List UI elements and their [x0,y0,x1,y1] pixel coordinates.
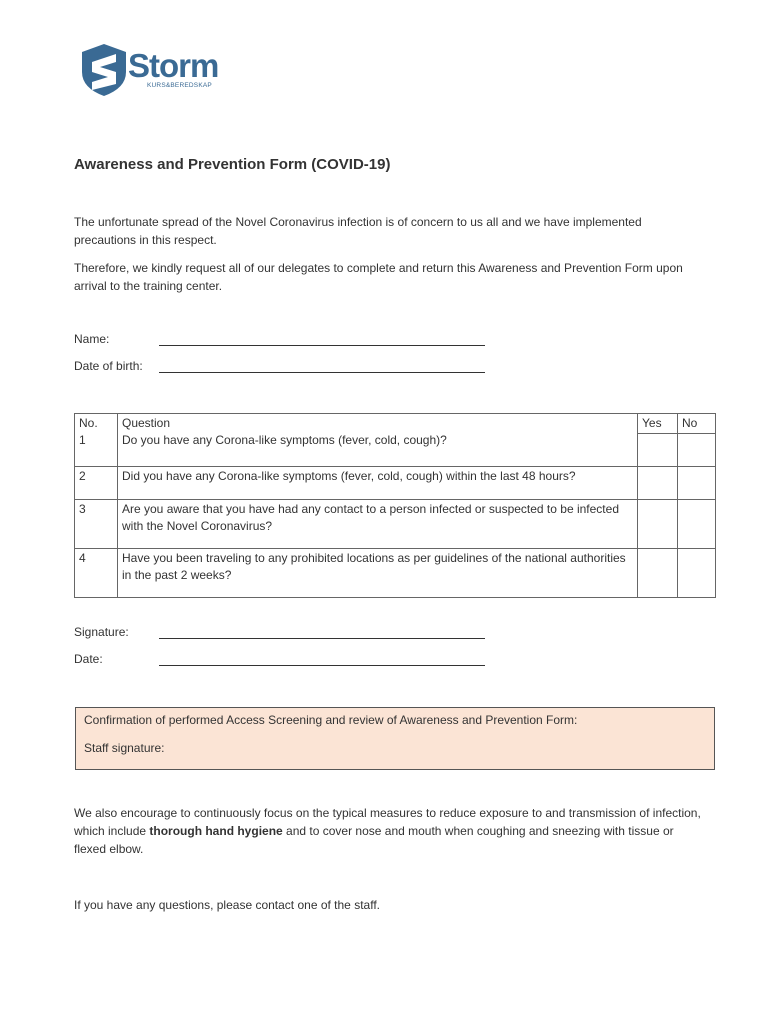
row-4-question: Have you been traveling to any prohibited locations as per guidelines of the national authorities in the past 2 weeks? [118,549,638,598]
form-title: Awareness and Prevention Form (COVID-19) [74,156,391,173]
header-question-label: Question [122,416,171,430]
confirmation-text: Confirmation of performed Access Screening and review of Awareness and Prevention Form: [84,713,578,727]
header-yes-label: Yes [638,414,677,434]
row-4-no-cell[interactable] [678,549,716,598]
closing-paragraph [74,804,704,858]
table-row [75,467,716,500]
logo-subtitle: KURS&BEREDSKAP [147,82,212,89]
intro-paragraph-1: The unfortunate spread of the Novel Coronavirus infection is of concern to us all and we have implemented precautions in this respect. [74,215,642,247]
row-3-yes-cell[interactable] [638,500,678,549]
row-2-question: Did you have any Corona-like symptoms (fever, cold, cough) within the last 48 hours? [118,467,638,500]
row-1-question: Do you have any Corona-like symptoms (fever, cold, cough)? [122,433,447,447]
intro-paragraph-2: Therefore, we kindly request all of our delegates to complete and return this Awareness and Prevention Form upon arrival to the training center. [74,261,683,293]
row-1-yes-cell[interactable] [638,434,677,466]
name-field[interactable] [159,344,485,346]
closing-text-start: We also encourage to continuously focus on the typical measures to reduce exposure to and transmission of infection, which include [74,806,701,838]
row-2-no-cell[interactable] [678,467,716,500]
date-of-birth-field[interactable] [159,371,485,373]
header-yes [638,414,678,467]
row-1-number: 1 [79,433,86,447]
name-label: Name: [74,332,110,346]
date-field[interactable] [159,664,485,666]
row-3-question: Are you aware that you have had any contact to a person infected or suspected to be infected with the Novel Coronavirus? [118,500,638,549]
signature-label: Signature: [74,625,129,639]
contact-paragraph: If you have any questions, please contact one of the staff. [74,898,380,912]
questions-table [74,413,716,598]
row-1-no-cell[interactable] [678,434,715,466]
header-no-answer [678,414,716,467]
date-of-birth-label: Date of birth: [74,359,143,373]
row-2-yes-cell[interactable] [638,467,678,500]
row-2-number: 2 [75,467,118,500]
row-4-yes-cell[interactable] [638,549,678,598]
header-question [118,414,638,467]
header-no-label: No. [79,416,98,430]
row-3-number: 3 [75,500,118,549]
signature-field[interactable] [159,637,485,639]
row-4-number: 4 [75,549,118,598]
closing-text-end: and to cover nose and mouth when coughing and sneezing with tissue or flexed elbow. [74,824,674,856]
table-row [75,500,716,549]
closing-text-bold: thorough hand hygiene [149,824,283,838]
logo-wordmark: Storm [128,47,219,84]
date-label: Date: [74,652,103,666]
header-no-answer-label: No [678,414,715,434]
table-row [75,549,716,598]
header-no [75,414,118,467]
row-3-no-cell[interactable] [678,500,716,549]
table-header-row [75,414,716,467]
staff-signature-label: Staff signature: [84,741,165,755]
